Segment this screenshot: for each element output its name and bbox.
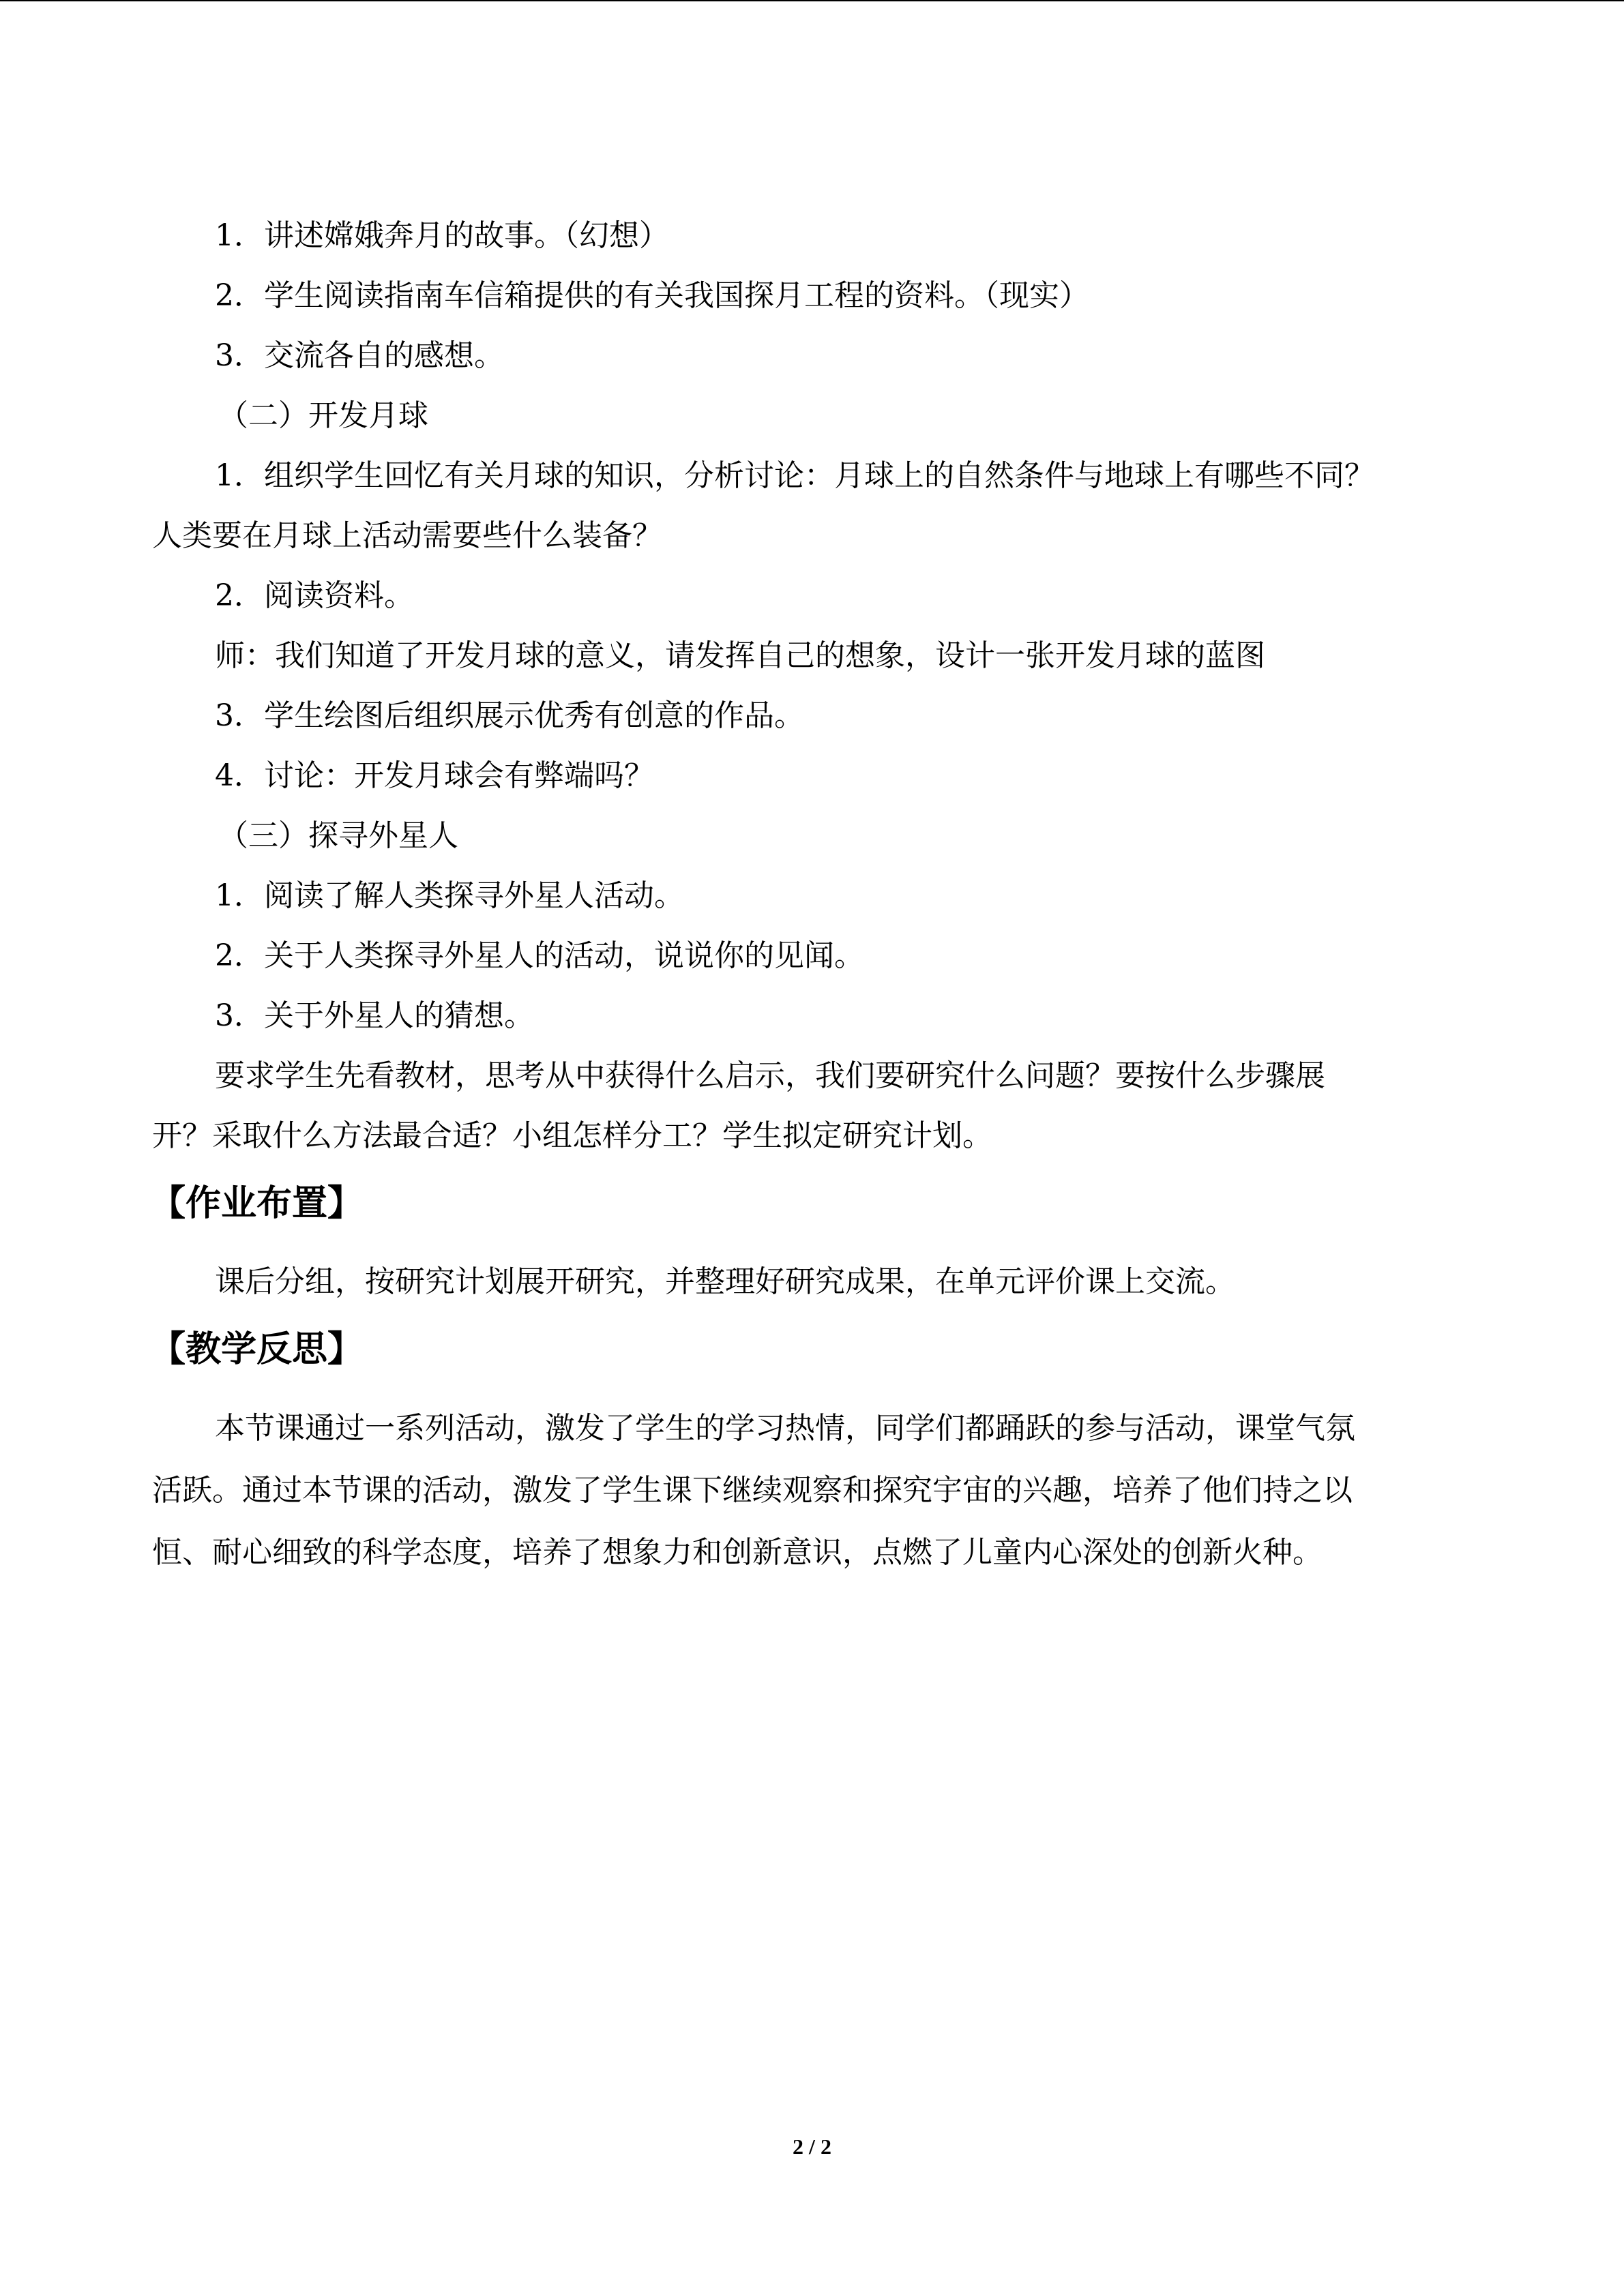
teacher-line: 师：我们知道了开发月球的意义，请发挥自己的想象，设计一张开发月球的蓝图 [215, 638, 1265, 673]
paragraph-line: 开？采取什么方法最合适？小组怎样分工？学生拟定研究计划。 [152, 1118, 992, 1153]
section-title: （三）探寻外星人 [218, 818, 458, 853]
reflection-line: 恒、耐心细致的科学态度，培养了想象力和创新意识，点燃了儿童内心深处的创新火种。 [152, 1535, 1323, 1570]
reflection-heading: 【教学反思】 [150, 1329, 364, 1370]
list-item: 3．学生绘图后组织展示优秀有创意的作品。 [215, 698, 804, 733]
list-item: 2．阅读资料。 [215, 578, 414, 613]
paragraph-line: 要求学生先看教材，思考从中获得什么启示，我们要研究什么问题？要按什么步骤展 [215, 1058, 1325, 1093]
list-item: 1．组织学生回忆有关月球的知识，分析讨论：月球上的自然条件与地球上有哪些不同？ [215, 458, 1374, 493]
page-number: 2 / 2 [793, 2134, 831, 2159]
list-item-continuation: 人类要在月球上活动需要些什么装备？ [152, 518, 662, 553]
homework-text: 课后分组，按研究计划展开研究，并整理好研究成果，在单元评价课上交流。 [215, 1264, 1235, 1299]
reflection-line: 活跃。通过本节课的活动，激发了学生课下继续观察和探究宇宙的兴趣，培养了他们持之以 [152, 1473, 1353, 1508]
list-item: 4．讨论：开发月球会有弊端吗？ [215, 758, 654, 793]
list-item: 2．关于人类探寻外星人的活动，说说你的见闻。 [215, 938, 864, 973]
list-item: 1．讲述嫦娥奔月的故事。（幻想） [215, 218, 669, 253]
list-item: 3．关于外星人的猜想。 [215, 998, 534, 1033]
list-item: 1．阅读了解人类探寻外星人活动。 [215, 878, 684, 913]
reflection-line: 本节课通过一系列活动，激发了学生的学习热情，同学们都踊跃的参与活动，课堂气氛 [215, 1411, 1355, 1446]
homework-heading: 【作业布置】 [150, 1183, 364, 1224]
list-item: 2．学生阅读指南车信箱提供的有关我国探月工程的资料。（现实） [215, 278, 1089, 313]
section-title: （二）开发月球 [218, 398, 428, 433]
list-item: 3．交流各自的感想。 [215, 338, 504, 373]
